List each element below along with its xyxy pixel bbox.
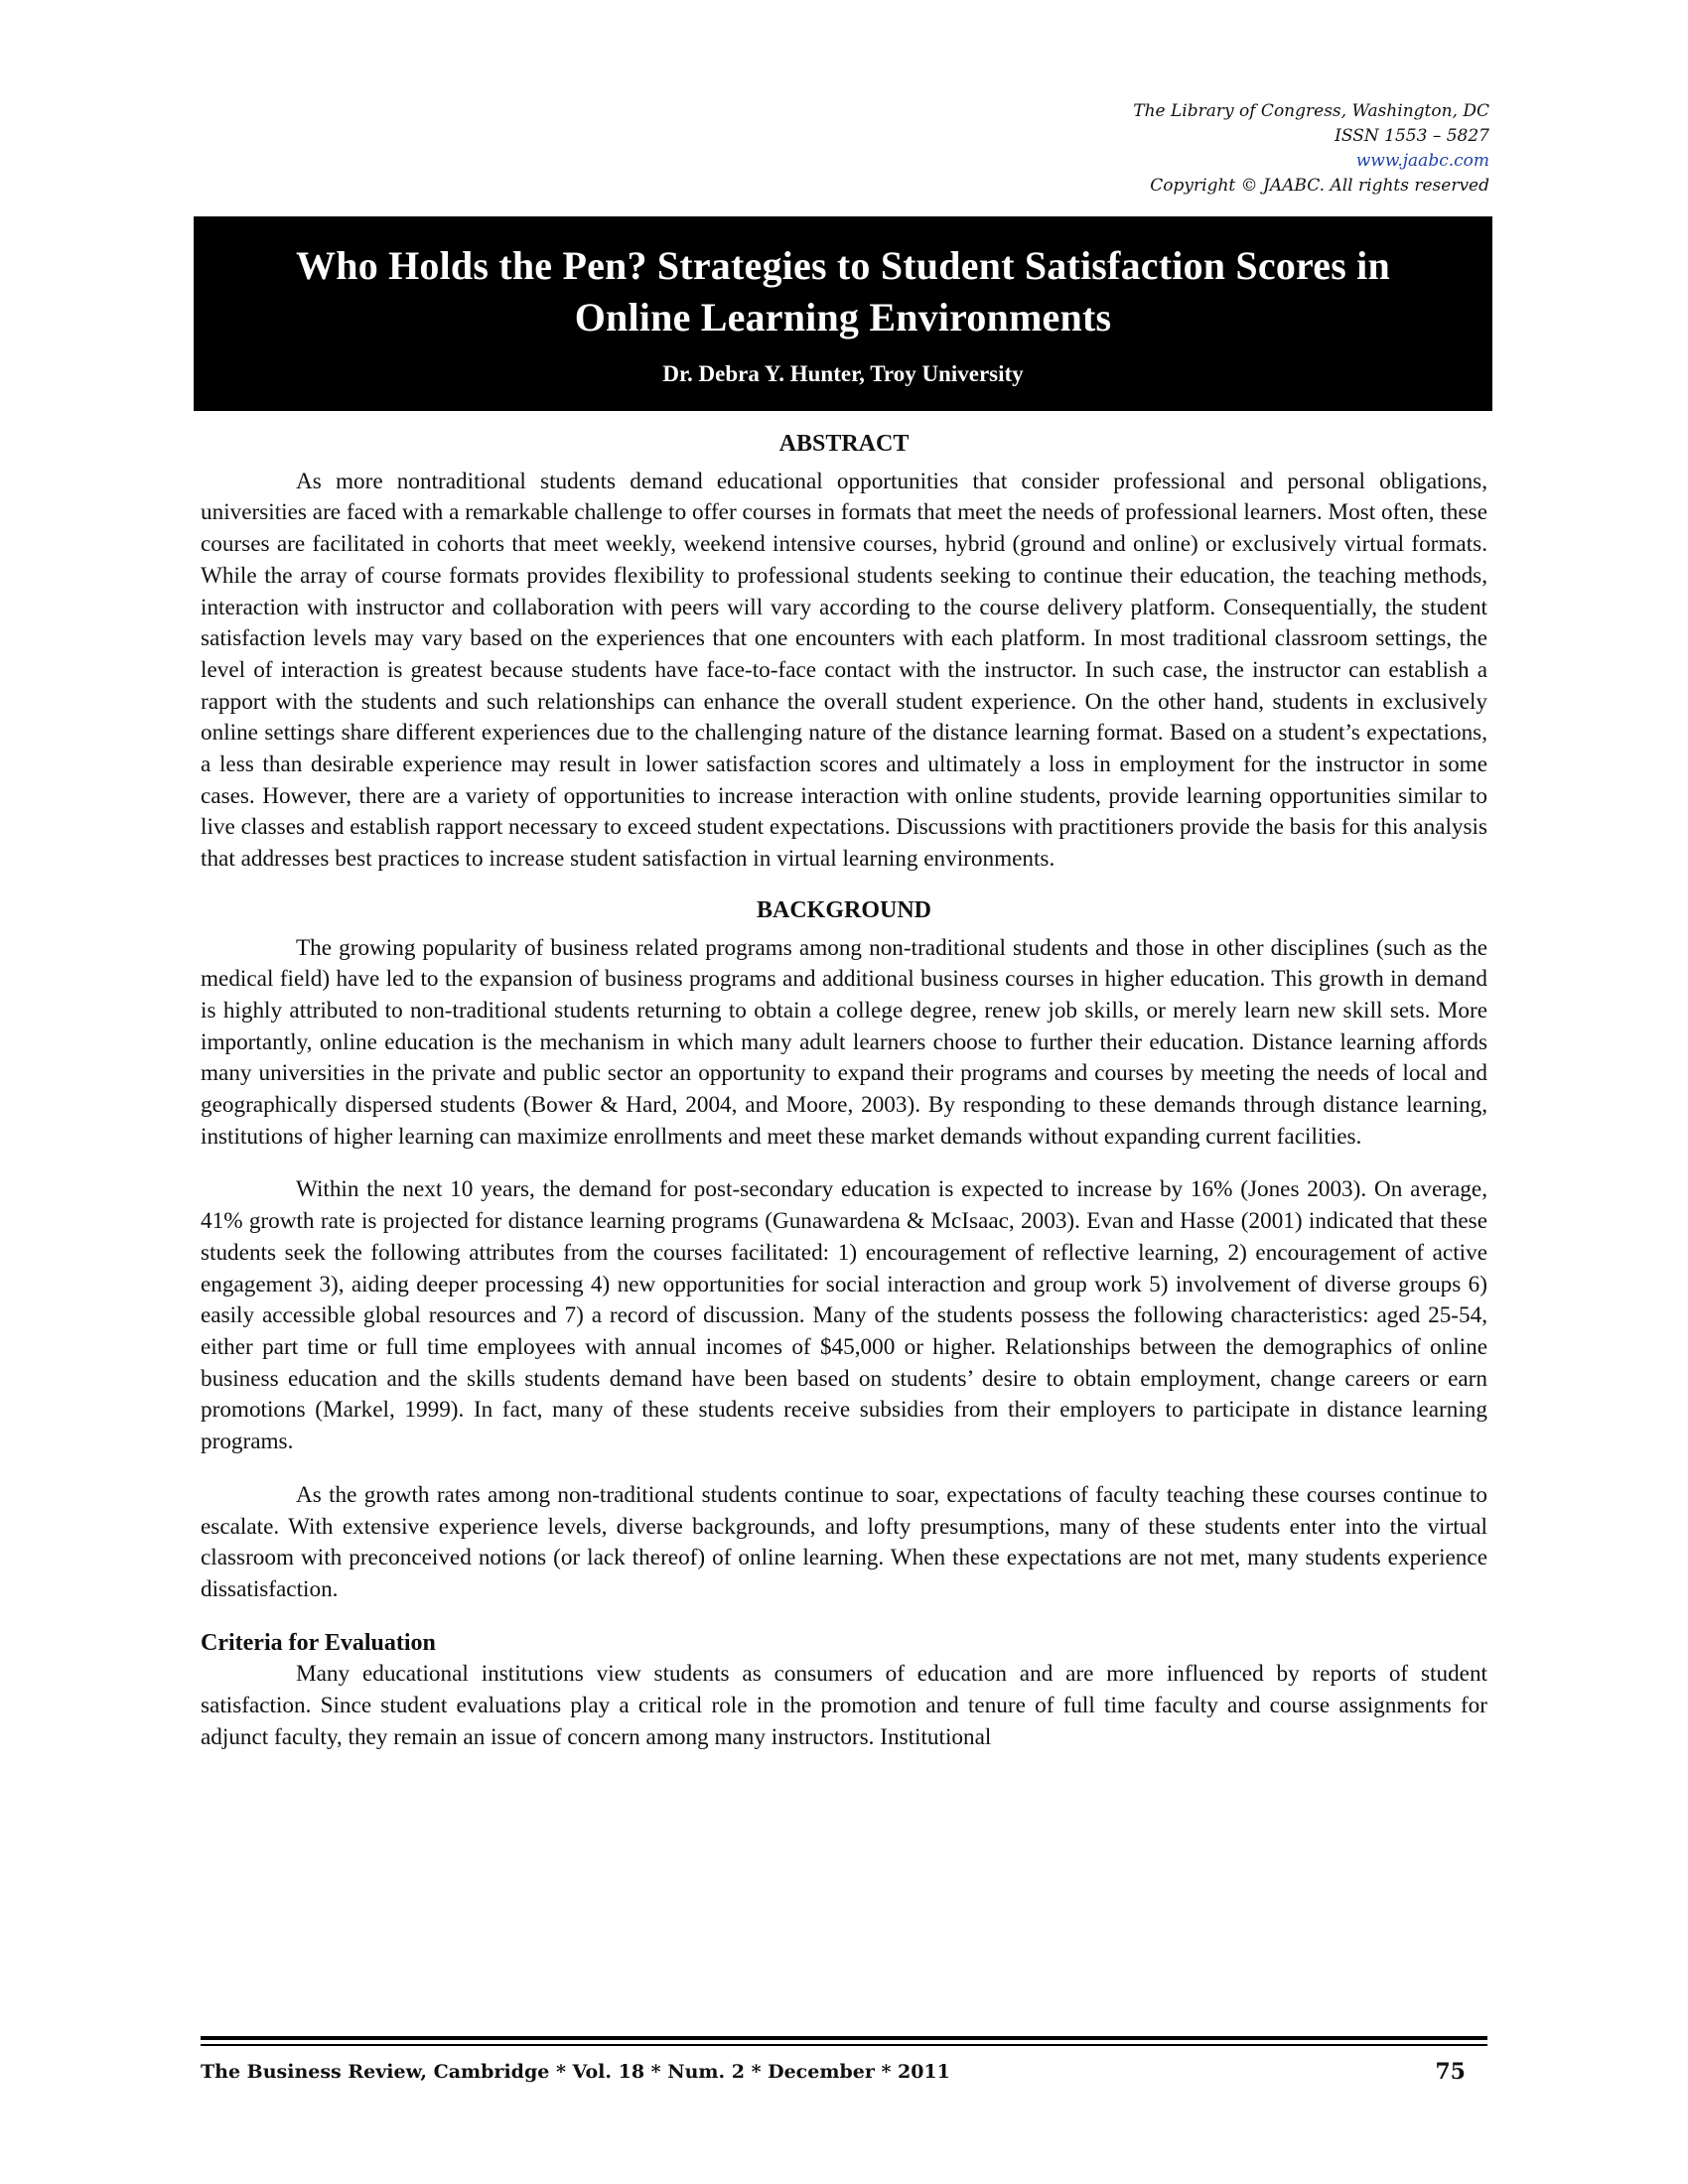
title-line-1: Who Holds the Pen? Strategies to Student Satisfaction Scores in — [296, 243, 1390, 288]
footer-divider-thick — [201, 2036, 1487, 2040]
abstract-heading: ABSTRACT — [778, 431, 910, 457]
criteria-paragraph-1: Many educational institutions view students as consumers of education and are more influenced by reports of student satisfaction. Since student evaluations play a critical role in the promotion and tenure of full time faculty and course assignments for adjunct faculty, they remain an issue of concern among many instructors. Institutional — [201, 1661, 1487, 1750]
background-paragraph-3: As the growth rates among non-traditional students continue to soar, expectations of faculty teaching these courses continue to escalate. With extensive experience levels, diverse backgrounds, and lofty presumptions, many of these students enter into the virtual classroom with preconceived notions (or lack thereof) of online learning. When these expectations are not met, many students experience dissatisfaction. — [201, 1481, 1487, 1602]
page-footer — [201, 2055, 1487, 2095]
copyright-line: Copyright © JAABC. All rights reserved — [1150, 176, 1489, 196]
title-banner — [194, 216, 1492, 411]
article-body — [201, 429, 1487, 1753]
background-paragraph-2: Within the next 10 years, the demand for post-secondary education is expected to increase by 16% (Jones 2003). On average, 41% growth rate is projected for distance learning programs (Gunawardena & McIsaac, 2003). Evan and Hasse (2001) indicated that these students seek the following attributes from the courses facilitated: 1) encouragement of reflective learning, 2) encouragement of active engagement 3), aiding deeper processing 4) new opportunities for social interaction and group work 5) involvement of diverse groups 6) easily accessible global resources and 7) a record of discussion. Many of the students possess the following characteristics: aged 25-54, either part time or full time employees with annual incomes of $45,000 or higher. Relationships between the demographics of online business education and the skills students demand have been based on students’ desire to obtain employment, change careers or earn promotions (Markel, 1999). In fact, many of these students receive subsidies from their employers to participate in distance learning programs. — [201, 1176, 1487, 1455]
abstract-paragraph: As more nontraditional students demand educational opportunities that consider professional and personal obligations, universities are faced with a remarkable challenge to offer courses in formats that meet the needs of professional learners. Most often, these courses are facilitated in cohorts that meet weekly, weekend intensive courses, hybrid (ground and online) or exclusively virtual formats. While the array of course formats provides flexibility to professional students seeking to continue their education, the teaching methods, interaction with instructor and collaboration with peers will vary according to the course delivery platform. Consequentially, the student satisfaction levels may vary based on the experiences that one encounters with each platform. In most traditional classroom settings, the level of interaction is greatest because students have face-to-face contact with the instructor. In such case, the instructor can establish a rapport with the students and such relationships can enhance the overall student experience. On the other hand, students in exclusively online settings share different experiences due to the challenging nature of the distance learning format. Based on a student’s expectations, a less than desirable experience may result in lower satisfaction scores and ultimately a loss in employment for the instructor in some cases. However, there are a variety of opportunities to increase interaction with online students, provide learning opportunities similar to live classes and establish rapport necessary to exceed student expectations. Discussions with practitioners provide the basis for this analysis that addresses best practices to increase student satisfaction in virtual learning environments. — [201, 468, 1487, 873]
publication-info — [894, 99, 1489, 199]
title-line-2: Online Learning Environments — [574, 295, 1112, 340]
criteria-heading: Criteria for Evaluation — [201, 1629, 436, 1656]
website-link[interactable]: www.jaabc.com — [1355, 151, 1489, 171]
page-number: 75 — [1435, 2059, 1466, 2085]
paper-title — [233, 240, 1453, 343]
issn-line: ISSN 1553 – 5827 — [1335, 126, 1489, 146]
footer-divider-thin — [201, 2044, 1487, 2046]
background-heading: BACKGROUND — [756, 896, 931, 923]
journal-citation: The Business Review, Cambridge * Vol. 18 * Num. 2 * December * 2011 — [201, 2061, 950, 2083]
author-line: Dr. Debra Y. Hunter, Troy University — [662, 361, 1024, 386]
library-line: The Library of Congress, Washington, DC — [1133, 101, 1489, 121]
background-paragraph-1: The growing popularity of business related programs among non-traditional students and those in other disciplines (such as the medical field) have led to the expansion of business programs and additional business courses in higher education. This growth in demand is highly attributed to non-traditional students returning to obtain a college degree, renew job skills, or merely learn new skill sets. More importantly, online education is the mechanism in which many adult learners choose to further their education. Distance learning affords many universities in the private and public sector an opportunity to expand their programs and courses by meeting the needs of local and geographically dispersed students (Bower & Hard, 2004, and Moore, 2003). By responding to these demands through distance learning, institutions of higher learning can maximize enrollments and meet these market demands without expanding current facilities. — [201, 934, 1487, 1150]
